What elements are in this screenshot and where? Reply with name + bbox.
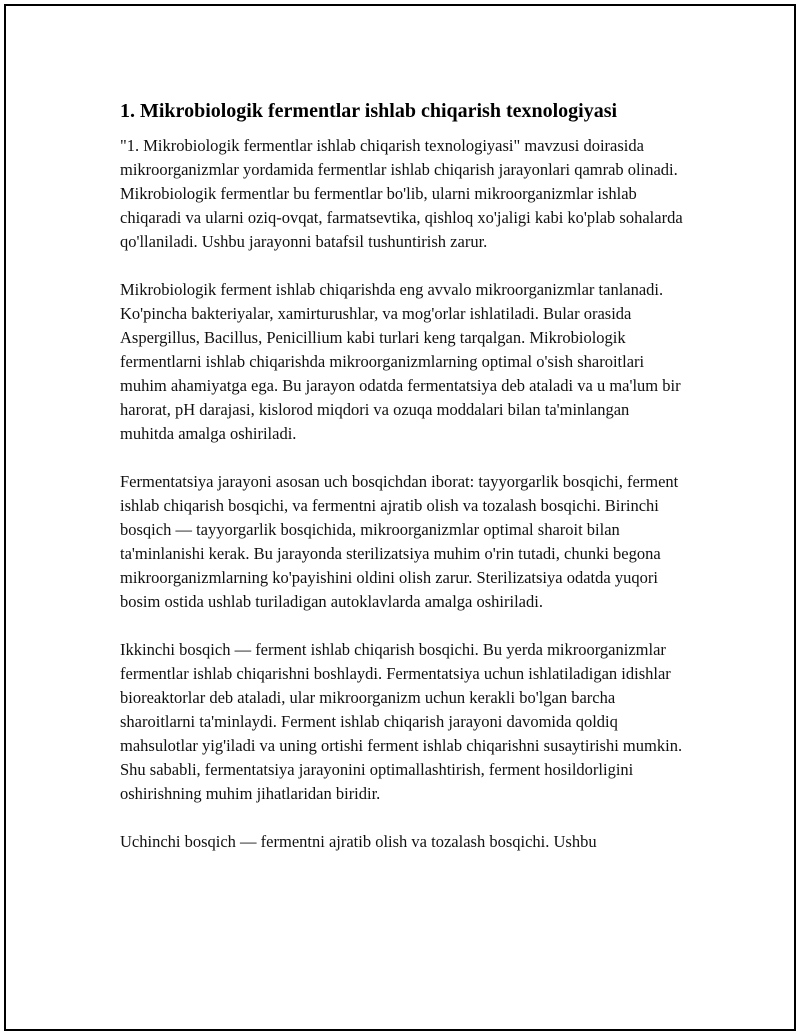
paragraph-microorganism-selection: Mikrobiologik ferment ishlab chiqarishda eng avvalo mikroorganizmlar tanlanadi. Ko'pincha bakteriyalar, xamirturushlar, va mog'orlar ishlatiladi. Bular orasida Aspergillus, Bacillus, Penicillium kabi turlari keng tarqalgan. Mikrobiologik fermentlarni ishlab chiqarishda mikroorganizmlarning optimal o'sish sharoitlari muhim ahamiyatga ega. Bu jarayon odatda fermentatsiya deb ataladi va u ma'lum bir harorat, pH darajasi, kislorod miqdori va ozuqa moddalari bilan ta'minlangan muhitda amalga oshiriladi.: [120, 280, 681, 443]
document-body: [120, 98, 686, 878]
paragraph-third-stage: Uchinchi bosqich — fermentni ajratib olish va tozalash bosqichi. Ushbu: [120, 832, 597, 851]
paragraph-intro: "1. Mikrobiologik fermentlar ishlab chiqarish texnologiyasi" mavzusi doirasida mikroorganizmlar yordamida fermentlar ishlab chiqarish jarayonlari qamrab olinadi. Mikrobiologik fermentlar bu fermentlar bo'lib, ularni mikroorganizmlar ishlab chiqaradi va ularni oziq-ovqat, farmatsevtika, qishloq xo'jaligi kabi ko'plab sohalarda qo'llaniladi. Ushbu jarayonni batafsil tushuntirish zarur.: [120, 136, 683, 251]
section-heading: 1. Mikrobiologik fermentlar ishlab chiqarish texnologiyasi: [120, 100, 618, 122]
paragraph-second-stage: Ikkinchi bosqich — ferment ishlab chiqarish bosqichi. Bu yerda mikroorganizmlar fermentlar ishlab chiqarishni boshlaydi. Fermentatsiya uchun ishlatiladigan idishlar bioreaktorlar deb ataladi, ular mikroorganizm uchun kerakli bo'lgan barcha sharoitlarni ta'minlaydi. Ferment ishlab chiqarish jarayoni davomida qoldiq mahsulotlar yig'iladi va uning ortishi ferment ishlab chiqarishni susaytirishi mumkin. Shu sababli, fermentatsiya jarayonini optimallashtirish, ferment hosildorligini oshirishning muhim jihatlaridan biridir.: [120, 640, 683, 803]
document-page: [4, 4, 796, 1031]
paragraph-fermentation-stages: Fermentatsiya jarayoni asosan uch bosqichdan iborat: tayyorgarlik bosqichi, ferment ishlab chiqarish bosqichi, va fermentni ajratib olish va tozalash bosqichi. Birinchi bosqich — tayyorgarlik bosqichida, mikroorganizmlar optimal sharoit bilan ta'minlanishi kerak. Bu jarayonda sterilizatsiya muhim o'rin tutadi, chunki begona mikroorganizmlarning ko'payishini oldini olish zarur. Sterilizatsiya odatda yuqori bosim ostida ushlab turiladigan autoklavlarda amalga oshiriladi.: [120, 472, 679, 611]
